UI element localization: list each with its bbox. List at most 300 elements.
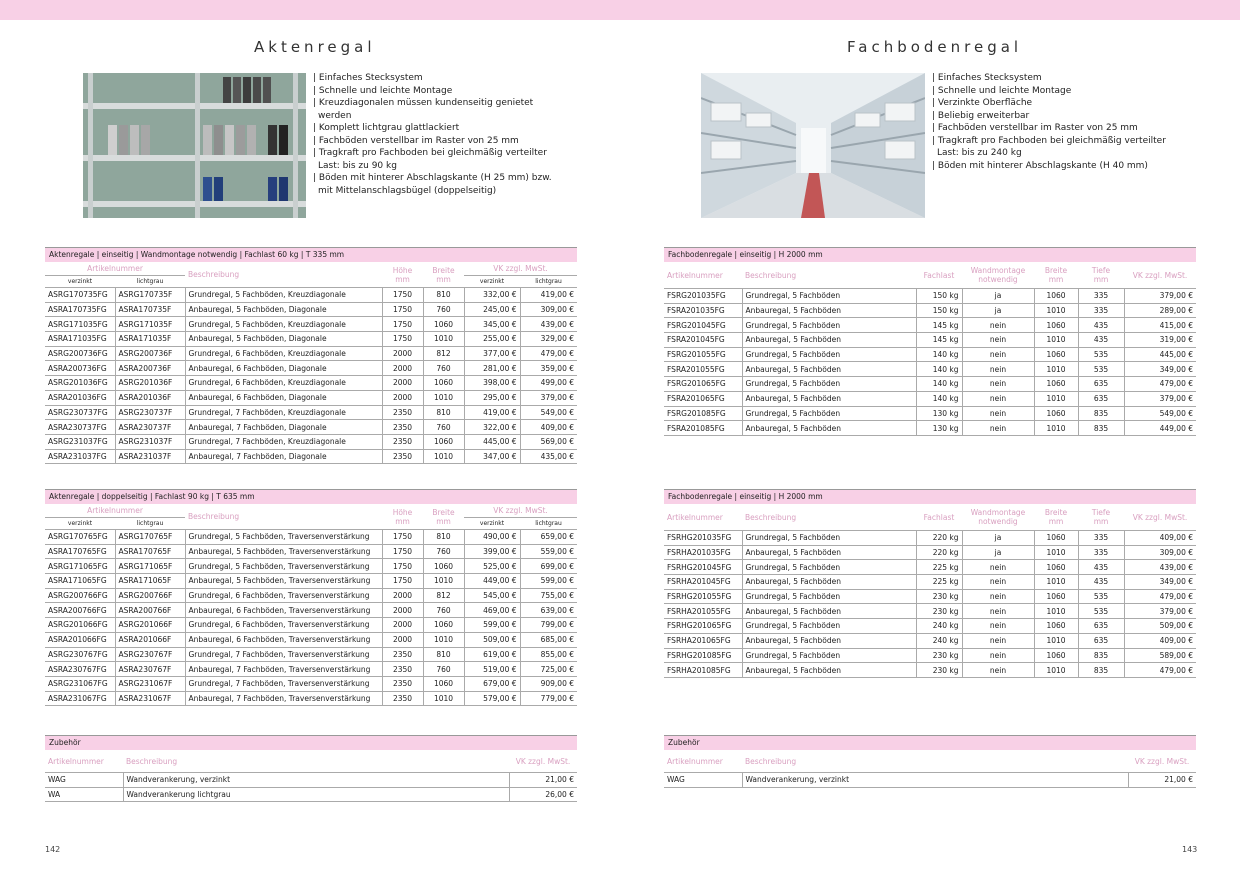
table-row	[664, 589, 1196, 604]
cell-beschreibung: Grundregal, 5 Fachböden, Kreuzdiagonale	[185, 317, 382, 332]
cell-beschreibung: Anbauregal, 5 Fachböden	[742, 545, 916, 560]
header-hoehe: Höhe mm	[382, 262, 423, 288]
cell-tiefe: 635	[1078, 633, 1124, 648]
cell-beschreibung: Grundregal, 7 Fachböden, Kreuzdiagonale	[185, 434, 382, 449]
table-row	[664, 575, 1196, 590]
cell-breite: 1060	[1034, 347, 1078, 362]
cell-vk: 479,00 €	[1124, 377, 1196, 392]
cell-fachlast: 150 kg	[916, 289, 962, 304]
cell-vk-lichtgrau: 699,00 €	[520, 559, 577, 574]
cell-breite: 810	[423, 405, 464, 420]
cell-fachlast: 230 kg	[916, 589, 962, 604]
cell-vk-lichtgrau: 725,00 €	[520, 662, 577, 677]
cell-breite: 810	[423, 530, 464, 545]
cell-hoehe: 2350	[382, 691, 423, 706]
cell-artikel-lichtgrau: ASRA170735F	[115, 302, 185, 317]
cell-beschreibung: Grundregal, 7 Fachböden, Traversenverstärkung	[185, 676, 382, 691]
cell-vk-verzinkt: 469,00 €	[464, 603, 520, 618]
cell-breite: 1060	[423, 376, 464, 391]
cell-artikel-verzinkt: ASRG230767FG	[45, 647, 115, 662]
cell-wandmontage: ja	[962, 303, 1034, 318]
cell-fachlast: 225 kg	[916, 560, 962, 575]
cell-beschreibung: Anbauregal, 6 Fachböden, Diagonale	[185, 390, 382, 405]
cell-vk-verzinkt: 679,00 €	[464, 676, 520, 691]
cell-beschreibung: Anbauregal, 5 Fachböden	[742, 421, 916, 436]
table-aktenregale-einseitig	[45, 247, 577, 464]
cell-beschreibung: Grundregal, 5 Fachböden	[742, 377, 916, 392]
cell-vk-lichtgrau: 659,00 €	[520, 530, 577, 545]
cell-hoehe: 1750	[382, 559, 423, 574]
table-row	[45, 559, 577, 574]
cell-artikel-lichtgrau: ASRG231067F	[115, 676, 185, 691]
cell-artikel-verzinkt: ASRA171035FG	[45, 332, 115, 347]
header-beschreibung: Beschreibung	[742, 750, 1128, 773]
feature-list-left	[313, 72, 552, 197]
cell-breite: 1010	[423, 332, 464, 347]
table-row	[45, 691, 577, 706]
cell-beschreibung: Grundregal, 5 Fachböden	[742, 406, 916, 421]
cell-vk-lichtgrau: 439,00 €	[520, 317, 577, 332]
header-beschreibung: Beschreibung	[742, 262, 916, 289]
feature-item: | Böden mit hinterer Abschlagskante (H 25 mm) bzw.	[313, 173, 552, 183]
cell-breite: 1010	[1034, 604, 1078, 619]
cell-breite: 1010	[1034, 663, 1078, 678]
cell-hoehe: 2000	[382, 376, 423, 391]
cell-artikel-lichtgrau: ASRG230737F	[115, 405, 185, 420]
table-row	[664, 347, 1196, 362]
table-row	[664, 604, 1196, 619]
cell-breite: 1060	[1034, 560, 1078, 575]
cell-breite: 760	[423, 302, 464, 317]
cell-beschreibung: Anbauregal, 5 Fachböden, Diagonale	[185, 332, 382, 347]
table-title: Zubehör	[45, 735, 577, 750]
cell-vk: 379,00 €	[1124, 604, 1196, 619]
cell-breite: 1060	[423, 317, 464, 332]
cell-artikel-verzinkt: ASRA201066FG	[45, 632, 115, 647]
cell-tiefe: 435	[1078, 333, 1124, 348]
cell-vk: 549,00 €	[1124, 406, 1196, 421]
cell-artikelnummer: FSRG201085FG	[664, 406, 742, 421]
table-row	[45, 647, 577, 662]
cell-beschreibung: Grundregal, 5 Fachböden, Kreuzdiagonale	[185, 288, 382, 303]
cell-beschreibung: Anbauregal, 5 Fachböden	[742, 391, 916, 406]
feature-item: | Einfaches Stecksystem	[313, 73, 423, 83]
header-verzinkt: verzinkt	[45, 276, 115, 288]
cell-breite: 1060	[423, 618, 464, 633]
cell-vk: 21,00 €	[1128, 773, 1196, 788]
cell-beschreibung: Wandverankerung lichtgrau	[123, 787, 509, 802]
table-row	[45, 390, 577, 405]
cell-tiefe: 635	[1078, 377, 1124, 392]
cell-vk-verzinkt: 419,00 €	[464, 405, 520, 420]
header-wandmontage: Wandmontage notwendig	[962, 262, 1034, 289]
cell-vk-lichtgrau: 799,00 €	[520, 618, 577, 633]
cell-wandmontage: nein	[962, 362, 1034, 377]
header-breite: Breite mm	[423, 504, 464, 530]
feature-item: | Beliebig erweiterbar	[932, 110, 1030, 121]
cell-vk-lichtgrau: 479,00 €	[520, 346, 577, 361]
cell-beschreibung: Anbauregal, 5 Fachböden, Diagonale	[185, 302, 382, 317]
cell-artikel-verzinkt: ASRA230737FG	[45, 420, 115, 435]
cell-artikel-lichtgrau: ASRG231037F	[115, 434, 185, 449]
cell-breite: 1010	[423, 449, 464, 464]
cell-beschreibung: Anbauregal, 7 Fachböden, Traversenverstärkung	[185, 662, 382, 677]
feature-list-right	[932, 72, 1166, 172]
cell-breite: 760	[423, 361, 464, 376]
cell-breite: 1060	[1034, 406, 1078, 421]
page-title-right: Fachbodenregal	[847, 38, 1023, 56]
header-lichtgrau: lichtgrau	[115, 276, 185, 288]
table-row	[45, 302, 577, 317]
cell-breite: 1060	[423, 434, 464, 449]
cell-tiefe: 535	[1078, 347, 1124, 362]
table-row	[664, 318, 1196, 333]
cell-vk-lichtgrau: 685,00 €	[520, 632, 577, 647]
cell-hoehe: 2350	[382, 405, 423, 420]
cell-breite: 1060	[1034, 619, 1078, 634]
cell-beschreibung: Wandverankerung, verzinkt	[123, 773, 509, 788]
cell-vk-verzinkt: 545,00 €	[464, 588, 520, 603]
cell-beschreibung: Grundregal, 5 Fachböden, Traversenverstärkung	[185, 559, 382, 574]
cell-beschreibung: Grundregal, 5 Fachböden	[742, 531, 916, 546]
cell-vk-verzinkt: 322,00 €	[464, 420, 520, 435]
cell-artikel-lichtgrau: ASRG170735F	[115, 288, 185, 303]
table-title: Fachbodenregale | einseitig | H 2000 mm	[664, 489, 1196, 504]
cell-beschreibung: Grundregal, 5 Fachböden, Traversenverstärkung	[185, 530, 382, 545]
cell-artikelnummer: FSRA201055FG	[664, 362, 742, 377]
cell-vk-lichtgrau: 309,00 €	[520, 302, 577, 317]
cell-wandmontage: nein	[962, 406, 1034, 421]
cell-wandmontage: ja	[962, 545, 1034, 560]
cell-vk: 509,00 €	[1124, 619, 1196, 634]
cell-vk-verzinkt: 445,00 €	[464, 434, 520, 449]
feature-item: | Schnelle und leichte Montage	[313, 85, 453, 96]
table-row	[45, 420, 577, 435]
cell-beschreibung: Grundregal, 5 Fachböden	[742, 347, 916, 362]
table-row	[45, 288, 577, 303]
cell-fachlast: 240 kg	[916, 619, 962, 634]
feature-item: mit Mittelanschlagsbügel (doppelseitig)	[318, 185, 497, 196]
cell-artikelnummer: FSRA201045FG	[664, 333, 742, 348]
cell-hoehe: 1750	[382, 302, 423, 317]
cell-vk-lichtgrau: 599,00 €	[520, 574, 577, 589]
cell-fachlast: 230 kg	[916, 648, 962, 663]
cell-vk-verzinkt: 281,00 €	[464, 361, 520, 376]
cell-artikel-lichtgrau: ASRG230767F	[115, 647, 185, 662]
table-row	[45, 676, 577, 691]
cell-wandmontage: nein	[962, 377, 1034, 392]
cell-artikel-verzinkt: ASRG171035FG	[45, 317, 115, 332]
cell-beschreibung: Grundregal, 5 Fachböden	[742, 648, 916, 663]
cell-artikelnummer: FSRHG201055FG	[664, 589, 742, 604]
cell-hoehe: 1750	[382, 332, 423, 347]
cell-vk: 449,00 €	[1124, 421, 1196, 436]
cell-hoehe: 2000	[382, 618, 423, 633]
cell-hoehe: 1750	[382, 544, 423, 559]
table-row	[45, 773, 577, 788]
cell-beschreibung: Grundregal, 5 Fachböden	[742, 318, 916, 333]
cell-artikel-lichtgrau: ASRA230767F	[115, 662, 185, 677]
cell-breite: 1010	[1034, 545, 1078, 560]
cell-hoehe: 2000	[382, 346, 423, 361]
table-title: Aktenregale | doppelseitig | Fachlast 90 kg | T 635 mm	[45, 489, 577, 504]
table-row	[45, 574, 577, 589]
feature-item: Last: bis zu 90 kg	[318, 160, 397, 171]
cell-tiefe: 535	[1078, 604, 1124, 619]
header-breite: Breite mm	[1034, 262, 1078, 289]
header-artikelnummer: Artikelnummer	[664, 504, 742, 531]
cell-vk-verzinkt: 345,00 €	[464, 317, 520, 332]
cell-vk-verzinkt: 347,00 €	[464, 449, 520, 464]
cell-fachlast: 145 kg	[916, 318, 962, 333]
table-row	[45, 603, 577, 618]
header-beschreibung: Beschreibung	[185, 262, 382, 288]
cell-artikel-lichtgrau: ASRA231067F	[115, 691, 185, 706]
cell-wandmontage: nein	[962, 391, 1034, 406]
table-row	[664, 303, 1196, 318]
cell-breite: 1060	[1034, 531, 1078, 546]
cell-artikel-verzinkt: ASRG200766FG	[45, 588, 115, 603]
cell-artikel-lichtgrau: ASRA200736F	[115, 361, 185, 376]
cell-fachlast: 140 kg	[916, 391, 962, 406]
product-photo-fachbodenregal	[701, 73, 925, 218]
cell-breite: 1010	[1034, 633, 1078, 648]
cell-vk: 379,00 €	[1124, 289, 1196, 304]
cell-beschreibung: Grundregal, 5 Fachböden	[742, 589, 916, 604]
table-row	[664, 531, 1196, 546]
table-row	[664, 560, 1196, 575]
table-row	[45, 434, 577, 449]
cell-breite: 1010	[423, 390, 464, 405]
cell-breite: 1060	[1034, 318, 1078, 333]
cell-vk-lichtgrau: 549,00 €	[520, 405, 577, 420]
cell-tiefe: 435	[1078, 318, 1124, 333]
cell-artikel-lichtgrau: ASRA171035F	[115, 332, 185, 347]
cell-tiefe: 835	[1078, 406, 1124, 421]
cell-artikel-lichtgrau: ASRA231037F	[115, 449, 185, 464]
cell-fachlast: 130 kg	[916, 406, 962, 421]
cell-hoehe: 2000	[382, 361, 423, 376]
cell-vk: 445,00 €	[1124, 347, 1196, 362]
cell-breite: 1060	[1034, 289, 1078, 304]
cell-artikel-verzinkt: ASRA200736FG	[45, 361, 115, 376]
cell-artikel-lichtgrau: ASRA171065F	[115, 574, 185, 589]
cell-artikelnummer: FSRG201035FG	[664, 289, 742, 304]
table-row	[45, 544, 577, 559]
cell-fachlast: 140 kg	[916, 347, 962, 362]
table-row	[664, 289, 1196, 304]
header-lichtgrau: lichtgrau	[115, 518, 185, 530]
cell-artikel-verzinkt: ASRA170765FG	[45, 544, 115, 559]
cell-artikel-lichtgrau: ASRG200766F	[115, 588, 185, 603]
cell-vk-verzinkt: 377,00 €	[464, 346, 520, 361]
cell-breite: 1060	[1034, 377, 1078, 392]
header-beschreibung: Beschreibung	[742, 504, 916, 531]
cell-fachlast: 220 kg	[916, 545, 962, 560]
cell-wandmontage: nein	[962, 619, 1034, 634]
cell-tiefe: 635	[1078, 619, 1124, 634]
cell-breite: 812	[423, 346, 464, 361]
header-wandmontage: Wandmontage notwendig	[962, 504, 1034, 531]
header-beschreibung: Beschreibung	[123, 750, 509, 773]
table-row	[664, 648, 1196, 663]
cell-vk-verzinkt: 332,00 €	[464, 288, 520, 303]
cell-breite: 1060	[1034, 648, 1078, 663]
cell-vk-lichtgrau: 639,00 €	[520, 603, 577, 618]
cell-vk: 349,00 €	[1124, 575, 1196, 590]
cell-vk-lichtgrau: 855,00 €	[520, 647, 577, 662]
cell-fachlast: 240 kg	[916, 633, 962, 648]
header-artikelnummer: Artikelnummer	[45, 504, 185, 518]
cell-artikelnummer: FSRA201085FG	[664, 421, 742, 436]
cell-wandmontage: nein	[962, 575, 1034, 590]
header-tiefe: Tiefe mm	[1078, 262, 1124, 289]
cell-hoehe: 1750	[382, 574, 423, 589]
cell-artikelnummer: FSRG201055FG	[664, 347, 742, 362]
header-beschreibung: Beschreibung	[185, 504, 382, 530]
table-title: Aktenregale | einseitig | Wandmontage notwendig | Fachlast 60 kg | T 335 mm	[45, 247, 577, 262]
page-number-right: 143	[1182, 845, 1198, 854]
header-vk-lichtgrau: lichtgrau	[520, 518, 577, 530]
table-zubehoer-right	[664, 735, 1196, 788]
cell-breite: 1010	[1034, 575, 1078, 590]
cell-tiefe: 335	[1078, 545, 1124, 560]
cell-artikel-verzinkt: ASRG171065FG	[45, 559, 115, 574]
cell-hoehe: 2350	[382, 647, 423, 662]
cell-tiefe: 335	[1078, 303, 1124, 318]
cell-artikel-verzinkt: ASRG200736FG	[45, 346, 115, 361]
cell-artikel-lichtgrau: ASRA230737F	[115, 420, 185, 435]
header-tiefe: Tiefe mm	[1078, 504, 1124, 531]
cell-artikel-verzinkt: ASRG170735FG	[45, 288, 115, 303]
cell-beschreibung: Grundregal, 7 Fachböden, Traversenverstärkung	[185, 647, 382, 662]
page-number-left: 142	[45, 845, 61, 854]
cell-wandmontage: nein	[962, 663, 1034, 678]
cell-artikel-lichtgrau: ASRA201036F	[115, 390, 185, 405]
cell-artikel-verzinkt: ASRG201066FG	[45, 618, 115, 633]
cell-wandmontage: ja	[962, 531, 1034, 546]
cell-fachlast: 140 kg	[916, 377, 962, 392]
cell-beschreibung: Anbauregal, 6 Fachböden, Diagonale	[185, 361, 382, 376]
cell-vk-lichtgrau: 909,00 €	[520, 676, 577, 691]
cell-artikelnummer: FSRA201065FG	[664, 391, 742, 406]
cell-tiefe: 435	[1078, 560, 1124, 575]
cell-artikel-verzinkt: ASRG230737FG	[45, 405, 115, 420]
cell-beschreibung: Anbauregal, 5 Fachböden, Traversenverstärkung	[185, 544, 382, 559]
table-row	[45, 618, 577, 633]
cell-artikelnummer: FSRHA201065FG	[664, 633, 742, 648]
cell-artikel-verzinkt: ASRA171065FG	[45, 574, 115, 589]
table-row	[664, 545, 1196, 560]
cell-artikelnummer: FSRG201065FG	[664, 377, 742, 392]
cell-vk-verzinkt: 519,00 €	[464, 662, 520, 677]
table-row	[45, 588, 577, 603]
cell-breite: 812	[423, 588, 464, 603]
cell-hoehe: 2350	[382, 662, 423, 677]
cell-artikel-lichtgrau: ASRG201036F	[115, 376, 185, 391]
cell-hoehe: 1750	[382, 288, 423, 303]
cell-artikelnummer: WAG	[664, 773, 742, 788]
cell-vk-lichtgrau: 419,00 €	[520, 288, 577, 303]
feature-item: | Böden mit hinterer Abschlagskante (H 40 mm)	[932, 160, 1148, 171]
header-vk: VK zzgl. MwSt.	[1124, 504, 1196, 531]
cell-artikel-verzinkt: ASRA231067FG	[45, 691, 115, 706]
cell-breite: 1060	[423, 559, 464, 574]
cell-artikel-verzinkt: ASRG201036FG	[45, 376, 115, 391]
cell-beschreibung: Grundregal, 5 Fachböden	[742, 619, 916, 634]
table-row	[45, 787, 577, 802]
feature-item: werden	[318, 110, 352, 121]
cell-artikel-lichtgrau: ASRG171065F	[115, 559, 185, 574]
cell-artikel-lichtgrau: ASRG170765F	[115, 530, 185, 545]
cell-vk-verzinkt: 398,00 €	[464, 376, 520, 391]
cell-artikelnummer: WAG	[45, 773, 123, 788]
table-row	[664, 421, 1196, 436]
cell-vk: 479,00 €	[1124, 589, 1196, 604]
cell-tiefe: 335	[1078, 289, 1124, 304]
table-row	[45, 662, 577, 677]
cell-artikel-lichtgrau: ASRA201066F	[115, 632, 185, 647]
header-artikelnummer: Artikelnummer	[45, 750, 123, 773]
feature-item: | Komplett lichtgrau glattlackiert	[313, 123, 460, 133]
cell-vk: 415,00 €	[1124, 318, 1196, 333]
cell-beschreibung: Grundregal, 5 Fachböden	[742, 289, 916, 304]
cell-breite: 760	[423, 544, 464, 559]
cell-vk-verzinkt: 509,00 €	[464, 632, 520, 647]
cell-tiefe: 635	[1078, 391, 1124, 406]
cell-vk-lichtgrau: 755,00 €	[520, 588, 577, 603]
cell-vk-lichtgrau: 379,00 €	[520, 390, 577, 405]
cell-wandmontage: nein	[962, 560, 1034, 575]
header-vk: VK zzgl. MwSt.	[1128, 750, 1196, 773]
feature-item: | Kreuzdiagonalen müssen kundenseitig genietet	[313, 98, 534, 108]
cell-vk-lichtgrau: 409,00 €	[520, 420, 577, 435]
header-hoehe: Höhe mm	[382, 504, 423, 530]
table-row	[45, 346, 577, 361]
cell-fachlast: 225 kg	[916, 575, 962, 590]
cell-vk: 409,00 €	[1124, 633, 1196, 648]
cell-fachlast: 130 kg	[916, 421, 962, 436]
cell-wandmontage: ja	[962, 289, 1034, 304]
table-fachbodenregale-2	[664, 489, 1196, 678]
header-verzinkt: verzinkt	[45, 518, 115, 530]
cell-vk-lichtgrau: 779,00 €	[520, 691, 577, 706]
cell-vk-verzinkt: 619,00 €	[464, 647, 520, 662]
table-row	[664, 773, 1196, 788]
table-row	[45, 530, 577, 545]
table-row	[664, 333, 1196, 348]
table-title: Zubehör	[664, 735, 1196, 750]
cell-fachlast: 230 kg	[916, 663, 962, 678]
cell-beschreibung: Anbauregal, 5 Fachböden	[742, 633, 916, 648]
cell-beschreibung: Anbauregal, 5 Fachböden	[742, 362, 916, 377]
cell-hoehe: 2350	[382, 434, 423, 449]
cell-artikel-verzinkt: ASRA170735FG	[45, 302, 115, 317]
header-vk-lichtgrau: lichtgrau	[520, 276, 577, 288]
feature-item: | Tragkraft pro Fachboden bei gleichmäßig verteilter	[932, 135, 1166, 146]
cell-fachlast: 150 kg	[916, 303, 962, 318]
cell-breite: 760	[423, 662, 464, 677]
cell-vk: 479,00 €	[1124, 663, 1196, 678]
cell-vk-lichtgrau: 559,00 €	[520, 544, 577, 559]
header-artikelnummer: Artikelnummer	[45, 262, 185, 276]
header-fachlast: Fachlast	[916, 504, 962, 531]
feature-item: | Tragkraft pro Fachboden bei gleichmäßig verteilter	[313, 148, 547, 158]
table-row	[45, 405, 577, 420]
cell-breite: 1010	[1034, 391, 1078, 406]
cell-vk: 589,00 €	[1124, 648, 1196, 663]
cell-vk: 409,00 €	[1124, 531, 1196, 546]
